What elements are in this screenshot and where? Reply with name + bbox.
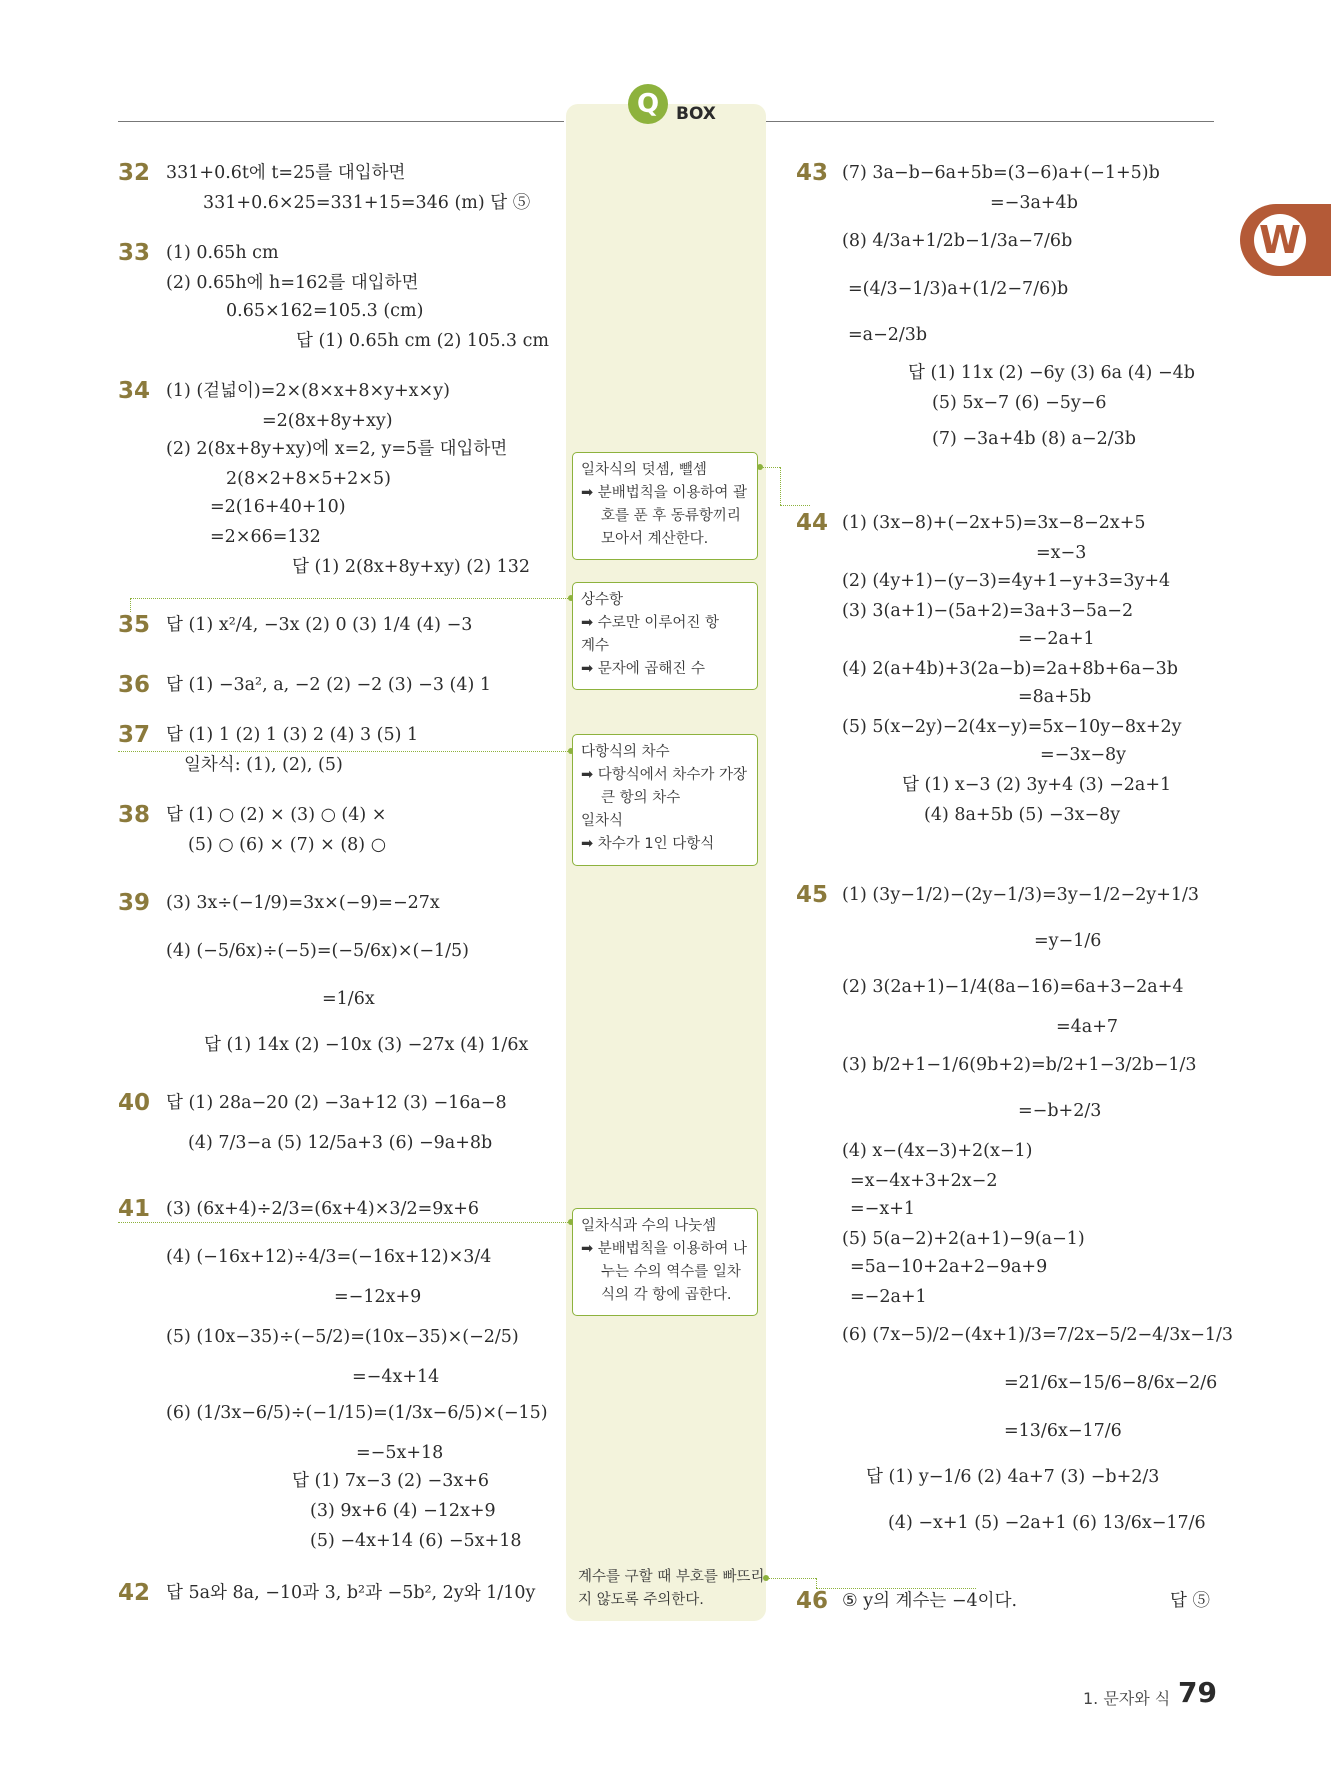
tip-title: 일차식의 덧셈, 뺄셈 [581, 462, 707, 478]
problem-number: 37 [118, 722, 151, 748]
solution-line: (4) (−16x+12)÷4/3=(−16x+12)×3/4 [166, 1247, 492, 1267]
problem-number: 43 [796, 160, 829, 186]
connector-line [816, 1578, 817, 1588]
tip-note: 계수를 구할 때 부호를 빠뜨리지 않도록 주의한다. [578, 1569, 765, 1608]
solution-line: (6) (1/3x−6/5)÷(−1/15)=(1/3x−6/5)×(−15) [166, 1403, 548, 1423]
solution-line: =2(16+40+10) [210, 497, 346, 517]
tip-row: ➡ 분배법칙을 이용하여 괄호를 푼 후 동류항끼리 모아서 계산한다. [581, 485, 748, 547]
solution-line: =−3a+4b [990, 193, 1078, 213]
answer-line: 답 (1) x²/4, −3x (2) 0 (3) 1/4 (4) −3 [166, 615, 473, 635]
solution-line: ⑤ y의 계수는 −4이다. [842, 1591, 1018, 1611]
solution-line: =21/6x−15/6−8/6x−2/6 [1004, 1373, 1218, 1393]
connector-line [766, 1578, 816, 1579]
connector-line [130, 598, 131, 612]
answer-line: (4) 7/3−a (5) 12/5a+3 (6) −9a+8b [188, 1133, 493, 1153]
solution-line: (5) (10x−35)÷(−5/2)=(10x−35)×(−2/5) [166, 1327, 519, 1347]
solution-line: (1) (3x−8)+(−2x+5)=3x−8−2x+5 [842, 513, 1146, 533]
solution-line: =−5x+18 [356, 1443, 444, 1463]
solution-line: =5a−10+2a+2−9a+9 [850, 1257, 1048, 1277]
solution-line: (4) x−(4x−3)+2(x−1) [842, 1141, 1033, 1161]
problem-number: 45 [796, 882, 829, 908]
solution-line: =y−1/6 [1034, 931, 1102, 951]
tip-row: ➡ 분배법칙을 이용하여 나누는 수의 역수를 일차식의 각 항에 곱한다. [581, 1241, 748, 1303]
answer-line: 답 (1) 7x−3 (2) −3x+6 [292, 1471, 489, 1491]
solution-line: (5) 5(a−2)+2(a+1)−9(a−1) [842, 1229, 1085, 1249]
solution-line: (2) 3(2a+1)−1/4(8a−16)=6a+3−2a+4 [842, 977, 1184, 997]
answer-line: 답 (1) −3a², a, −2 (2) −2 (3) −3 (4) 1 [166, 675, 492, 695]
w-logo-icon: W [1254, 214, 1306, 266]
problem-number: 35 [118, 612, 151, 638]
tip-row: ➡ 문자에 곱해진 수 [581, 661, 706, 677]
problem-number: 46 [796, 1588, 829, 1614]
solution-line: =2×66=132 [210, 527, 321, 547]
problem-number: 33 [118, 240, 151, 266]
solution-line: =(4/3−1/3)a+(1/2−7/6)b [848, 279, 1069, 299]
solution-line: =−2a+1 [850, 1287, 927, 1307]
solution-line: =1/6x [322, 989, 375, 1009]
answer-line: (4) 8a+5b (5) −3x−8y [924, 805, 1121, 825]
box-label: BOX [676, 104, 716, 124]
answer-line: 답 ⑤ [1170, 1591, 1210, 1611]
answer-line: 답 (1) 0.65h cm (2) 105.3 cm [296, 331, 549, 351]
tip-title: 다항식의 차수 [581, 744, 670, 760]
tip-row: 일차식 [581, 813, 624, 829]
problem-number: 39 [118, 890, 151, 916]
chapter-title: 1. 문자와 식 [1083, 1689, 1171, 1708]
solution-line: (6) (7x−5)/2−(4x+1)/3=7/2x−5/2−4/3x−1/3 [842, 1325, 1234, 1345]
solution-line: (5) 5(x−2y)−2(4x−y)=5x−10y−8x+2y [842, 717, 1182, 737]
solution-line: =2(8x+8y+xy) [262, 411, 393, 431]
problem-number: 32 [118, 160, 151, 186]
tip-row: ➡ 차수가 1인 다항식 [581, 836, 715, 852]
solution-line: (3) b/2+1−1/6(9b+2)=b/2+1−3/2b−1/3 [842, 1055, 1197, 1075]
answer-line: 답 (1) 11x (2) −6y (3) 6a (4) −4b [908, 363, 1195, 383]
solution-line: (1) (겉넓이)=2×(8×x+8×y+x×y) [166, 381, 450, 401]
problem-number: 38 [118, 802, 151, 828]
tip-box [572, 1208, 758, 1316]
answer-line: 답 (1) 2(8x+8y+xy) (2) 132 [292, 557, 531, 577]
answer-line: (7) −3a+4b (8) a−2/3b [932, 429, 1136, 449]
solution-line: (2) 0.65h에 h=162를 대입하면 [166, 273, 419, 293]
answer-line: (5) 5x−7 (6) −5y−6 [932, 393, 1107, 413]
solution-line: =13/6x−17/6 [1004, 1421, 1122, 1441]
solution-line: =−4x+14 [352, 1367, 440, 1387]
tip-title: 상수항 [581, 592, 624, 608]
solution-line: =x−3 [1036, 543, 1087, 563]
tip-box [572, 582, 758, 690]
answer-line: (5) −4x+14 (6) −5x+18 [310, 1531, 522, 1551]
tip-row: ➡ 다항식에서 차수가 가장 큰 항의 차수 [581, 767, 748, 806]
solution-line: 331+0.6t에 t=25를 대입하면 [166, 163, 406, 183]
connector-line [760, 467, 780, 468]
solution-line: (3) 3x÷(−1/9)=3x×(−9)=−27x [166, 893, 440, 913]
solution-line: (4) (−5/6x)÷(−5)=(−5/6x)×(−1/5) [166, 941, 469, 961]
solution-line: =−2a+1 [1018, 629, 1095, 649]
answer-line: 답 (1) 1 (2) 1 (3) 2 (4) 3 (5) 1 [166, 725, 419, 745]
solution-line: =−12x+9 [334, 1287, 422, 1307]
connector-line [118, 751, 572, 752]
problem-number: 44 [796, 510, 829, 536]
problem-number: 42 [118, 1580, 151, 1606]
answer-line: 답 5a와 8a, −10과 3, b²과 −5b², 2y와 1/10y [166, 1583, 536, 1603]
answer-line: (3) 9x+6 (4) −12x+9 [310, 1501, 496, 1521]
answer-line: 답 (1) ○ (2) × (3) ○ (4) × [166, 805, 387, 825]
solution-line: (1) (3y−1/2)−(2y−1/3)=3y−1/2−2y+1/3 [842, 885, 1200, 905]
header-rule-right [766, 121, 1214, 122]
solution-line: (7) 3a−b−6a+5b=(3−6)a+(−1+5)b [842, 163, 1160, 183]
tip-title: 일차식과 수의 나눗셈 [581, 1218, 717, 1234]
connector-line [780, 505, 810, 506]
problem-number: 41 [118, 1196, 151, 1222]
solution-line: =−x+1 [850, 1199, 915, 1219]
solution-line: =−b+2/3 [1018, 1101, 1102, 1121]
solution-line: =−3x−8y [1040, 745, 1127, 765]
solution-line: =8a+5b [1018, 687, 1092, 707]
solution-line: 0.65×162=105.3 (cm) [226, 301, 424, 321]
answer-line: 일차식: (1), (2), (5) [184, 755, 343, 775]
solution-line: =4a+7 [1056, 1017, 1119, 1037]
problem-number: 34 [118, 378, 151, 404]
solution-line: =a−2/3b [848, 325, 928, 345]
connector-line [816, 1588, 976, 1589]
solution-line: (3) (6x+4)÷2/3=(6x+4)×3/2=9x+6 [166, 1199, 480, 1219]
connector-line [130, 598, 572, 599]
solution-line: 331+0.6×25=331+15=346 (m) 답 ⑤ [203, 193, 531, 213]
problem-number: 40 [118, 1090, 151, 1116]
answer-line: (4) −x+1 (5) −2a+1 (6) 13/6x−17/6 [888, 1513, 1206, 1533]
solution-line: (8) 4/3a+1/2b−1/3a−7/6b [842, 231, 1073, 251]
answer-line: 답 (1) 14x (2) −10x (3) −27x (4) 1/6x [204, 1035, 529, 1055]
problem-number: 36 [118, 672, 151, 698]
tip-box [572, 734, 758, 866]
q-badge: Q [628, 84, 668, 124]
connector-line [780, 467, 781, 505]
solution-line: 2(8×2+8×5+2×5) [226, 469, 391, 489]
solution-line: (3) 3(a+1)−(5a+2)=3a+3−5a−2 [842, 601, 1134, 621]
answer-line: (5) ○ (6) × (7) × (8) ○ [188, 835, 386, 855]
answer-line: 답 (1) x−3 (2) 3y+4 (3) −2a+1 [902, 775, 1172, 795]
solution-line: =x−4x+3+2x−2 [850, 1171, 998, 1191]
solution-line: (1) 0.65h cm [166, 243, 279, 263]
tip-box [572, 452, 758, 560]
tip-row: 계수 [581, 638, 610, 654]
tip-row: ➡ 수로만 이루어진 항 [581, 615, 720, 631]
answer-line: 답 (1) y−1/6 (2) 4a+7 (3) −b+2/3 [866, 1467, 1160, 1487]
header-rule-left [118, 121, 564, 122]
answer-line: 답 (1) 28a−20 (2) −3a+12 (3) −16a−8 [166, 1093, 507, 1113]
solution-line: (2) 2(8x+8y+xy)에 x=2, y=5를 대입하면 [166, 439, 508, 459]
solution-line: (2) (4y+1)−(y−3)=4y+1−y+3=3y+4 [842, 571, 1171, 591]
page-number: 79 [1178, 1676, 1217, 1709]
connector-line [118, 1222, 572, 1223]
solution-line: (4) 2(a+4b)+3(2a−b)=2a+8b+6a−3b [842, 659, 1178, 679]
